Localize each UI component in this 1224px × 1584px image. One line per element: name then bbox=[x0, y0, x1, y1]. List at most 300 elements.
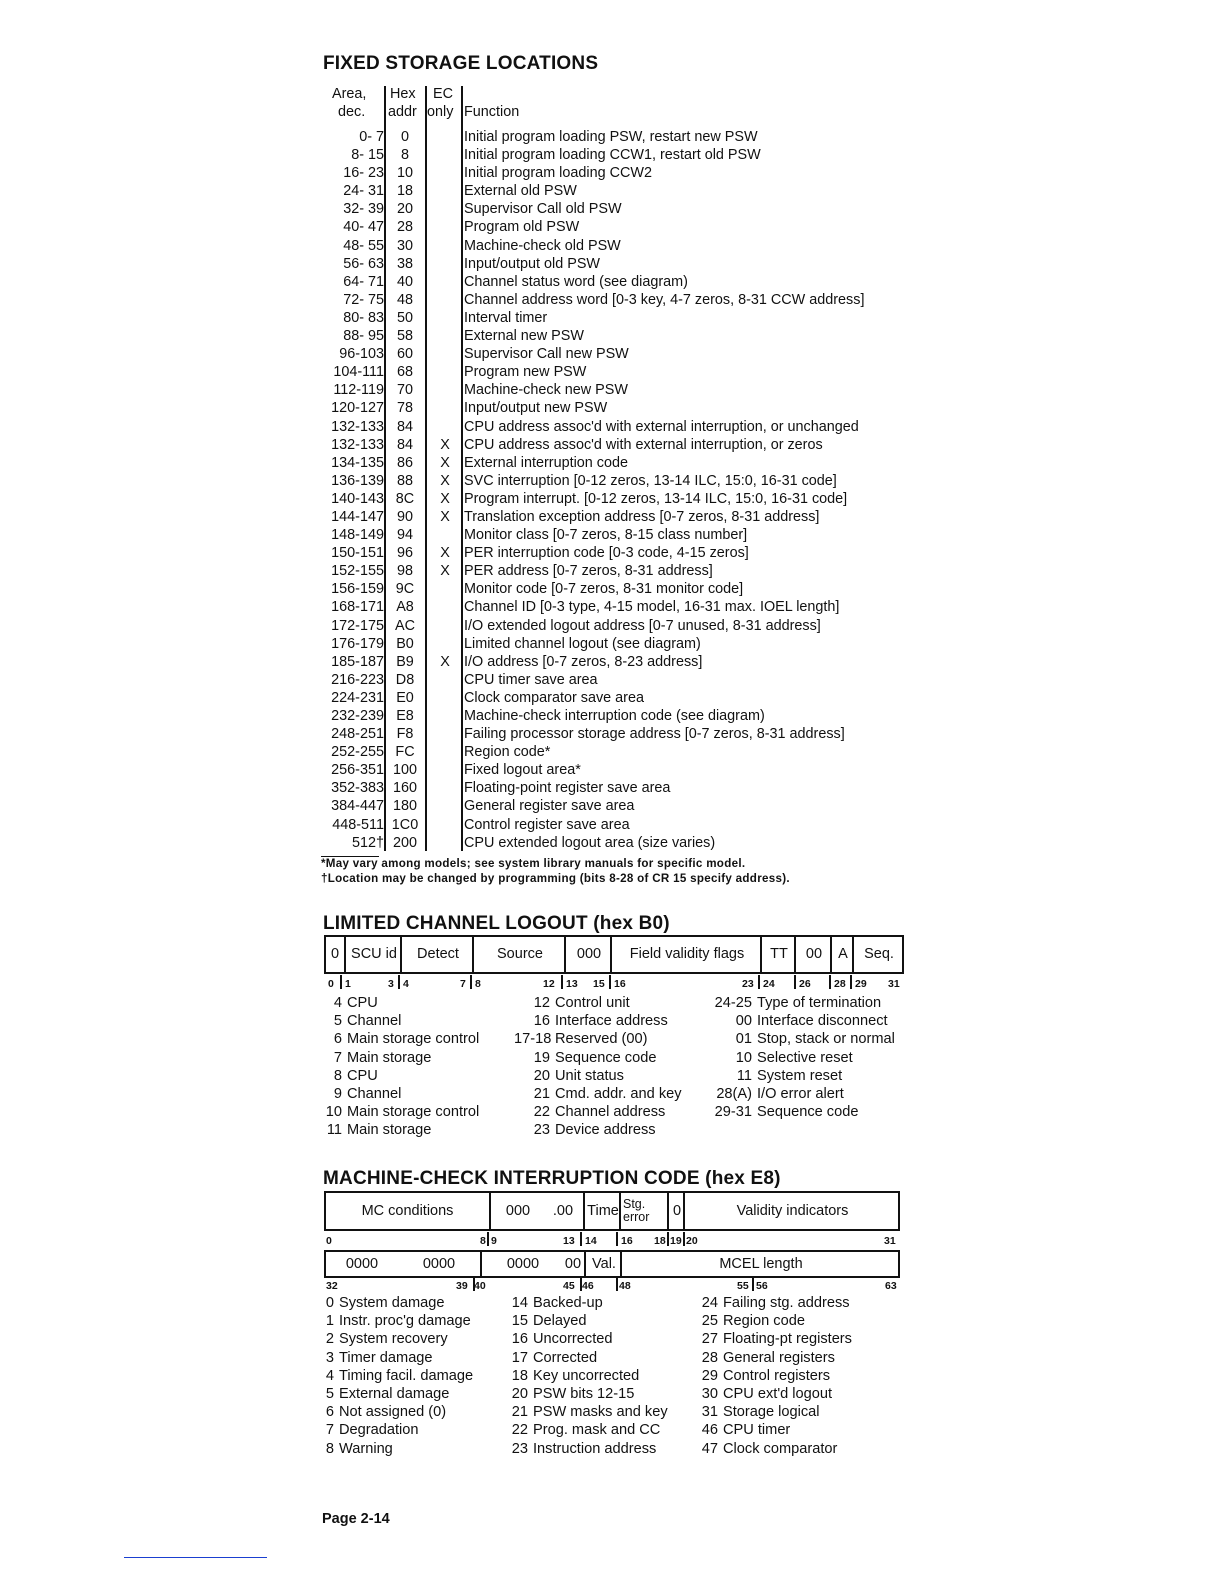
legend-number: 28(A) bbox=[716, 1085, 752, 1102]
storage-area: 136-139 bbox=[331, 472, 384, 489]
fixed-storage-title: FIXED STORAGE LOCATIONS bbox=[323, 53, 599, 74]
storage-row bbox=[318, 309, 918, 327]
column-divider bbox=[384, 86, 386, 851]
bit-tick bbox=[580, 1232, 582, 1246]
legend-entry bbox=[708, 1049, 895, 1067]
storage-hex: 10 bbox=[396, 165, 413, 182]
bit-number: 56 bbox=[756, 1280, 768, 1292]
mc-field: .00 bbox=[552, 1202, 574, 1219]
storage-hex: 0 bbox=[400, 129, 409, 145]
storage-function: General register save area bbox=[464, 798, 635, 815]
mc-format-box-1 bbox=[324, 1191, 900, 1231]
storage-area: 0- 7 bbox=[359, 129, 384, 145]
bit-tick bbox=[561, 975, 563, 989]
bit-number: 26 bbox=[799, 978, 811, 990]
legend-entry bbox=[324, 1367, 473, 1385]
legend-entry bbox=[324, 1349, 473, 1367]
legend-text: Unit status bbox=[555, 1067, 624, 1084]
legend-number: 23 bbox=[511, 1440, 528, 1457]
legend-number: 00 bbox=[735, 1013, 752, 1030]
mc-legend-col1 bbox=[324, 1294, 473, 1458]
hex-header-2: addr bbox=[388, 104, 417, 120]
storage-function: Machine-check interruption code (see diagram) bbox=[464, 708, 765, 724]
mc-legend-col2 bbox=[508, 1294, 668, 1458]
storage-row bbox=[318, 743, 918, 761]
bit-number: 7 bbox=[460, 978, 466, 990]
legend-text: Control registers bbox=[723, 1367, 831, 1384]
legend-number: 10 bbox=[735, 1049, 752, 1066]
legend-entry bbox=[324, 1385, 473, 1403]
storage-hex: 38 bbox=[396, 255, 413, 272]
bit-tick bbox=[758, 975, 760, 989]
legend-text: Channel bbox=[347, 1085, 402, 1102]
storage-area: 80- 83 bbox=[343, 309, 384, 326]
legend-entry bbox=[324, 1103, 479, 1121]
storage-function: Initial program loading CCW1, restart old PSW bbox=[464, 147, 761, 164]
legend-entry bbox=[708, 1012, 895, 1030]
legend-entry bbox=[700, 1367, 852, 1385]
lcl-field: TT bbox=[760, 937, 796, 972]
storage-function: Program interrupt. [0-12 zeros, 13-14 ILC, 15:0, 16-31 code] bbox=[464, 490, 848, 507]
bit-tick bbox=[609, 975, 611, 989]
legend-entry bbox=[324, 1067, 479, 1085]
lcl-legend-col1 bbox=[324, 994, 479, 1140]
storage-area: 104-111 bbox=[333, 364, 384, 381]
legend-text: Interface address bbox=[555, 1013, 668, 1030]
storage-hex: E0 bbox=[396, 689, 414, 706]
footnote-rule bbox=[321, 856, 379, 857]
legend-number: 15 bbox=[511, 1313, 528, 1330]
legend-entry bbox=[508, 1403, 668, 1421]
legend-number: 7 bbox=[333, 1049, 342, 1066]
legend-number: 23 bbox=[533, 1122, 550, 1139]
storage-function: CPU extended logout area (size varies) bbox=[464, 834, 716, 851]
storage-row bbox=[318, 544, 918, 562]
legend-text: Backed-up bbox=[533, 1295, 603, 1311]
storage-function: Interval timer bbox=[464, 309, 548, 326]
bit-number: 55 bbox=[737, 1280, 749, 1292]
legend-text: CPU ext'd logout bbox=[723, 1385, 833, 1402]
storage-hex: 50 bbox=[396, 309, 413, 326]
storage-row bbox=[318, 725, 918, 743]
bit-tick bbox=[487, 1232, 489, 1246]
storage-row bbox=[318, 454, 918, 472]
legend-text: Region code bbox=[723, 1313, 805, 1330]
bit-number: 12 bbox=[543, 978, 555, 990]
lcl-field: Field validity flags bbox=[610, 937, 762, 972]
storage-function: External interruption code bbox=[464, 454, 628, 471]
fixed-storage-header bbox=[318, 86, 918, 128]
machine-check-title: MACHINE-CHECK INTERRUPTION CODE (hex E8) bbox=[323, 1168, 781, 1189]
legend-entry bbox=[708, 1067, 895, 1085]
legend-text: Channel address bbox=[555, 1104, 666, 1121]
legend-entry bbox=[514, 1049, 682, 1067]
bit-tick bbox=[470, 975, 472, 989]
legend-entry bbox=[700, 1294, 852, 1312]
legend-entry bbox=[324, 1049, 479, 1067]
storage-row bbox=[318, 128, 918, 146]
legend-number: 21 bbox=[533, 1085, 550, 1102]
storage-hex: FC bbox=[395, 744, 415, 761]
storage-function: Program old PSW bbox=[464, 219, 580, 236]
storage-area: 140-143 bbox=[331, 490, 384, 507]
legend-number: 24 bbox=[701, 1295, 718, 1311]
storage-row bbox=[318, 779, 918, 797]
lcl-format-box bbox=[324, 935, 904, 974]
legend-number: 5 bbox=[325, 1385, 334, 1402]
lcl-field: 00 bbox=[794, 937, 832, 972]
lcl-field: 0 bbox=[330, 946, 340, 963]
storage-area: 176-179 bbox=[331, 635, 384, 652]
mc-field: 0000 bbox=[422, 1255, 456, 1272]
storage-hex: 100 bbox=[392, 762, 417, 779]
storage-function: Program new PSW bbox=[464, 364, 587, 381]
hex-header-1: Hex bbox=[390, 86, 416, 102]
bit-number: 40 bbox=[474, 1280, 486, 1292]
legend-entry bbox=[324, 1294, 473, 1312]
storage-row bbox=[318, 707, 918, 725]
legend-entry bbox=[514, 1103, 682, 1121]
storage-function: Input/output old PSW bbox=[464, 255, 600, 272]
legend-text: Timing facil. damage bbox=[339, 1367, 474, 1384]
legend-entry bbox=[700, 1330, 852, 1348]
storage-area: 56- 63 bbox=[343, 255, 384, 272]
bit-number: 16 bbox=[614, 978, 626, 990]
footnote-models: *May vary among models; see system library manuals for specific model. bbox=[321, 857, 746, 870]
legend-text: Key uncorrected bbox=[533, 1367, 640, 1384]
legend-number: 19 bbox=[533, 1049, 550, 1066]
storage-function: Floating-point register save area bbox=[464, 780, 671, 797]
legend-entry bbox=[324, 1085, 479, 1103]
legend-entry bbox=[708, 1103, 895, 1121]
storage-row bbox=[318, 200, 918, 218]
storage-function: PER address [0-7 zeros, 8-31 address] bbox=[464, 563, 713, 580]
mc-field: 000 bbox=[489, 1193, 545, 1229]
legend-number: 21 bbox=[511, 1404, 528, 1421]
storage-hex: 84 bbox=[396, 436, 413, 453]
storage-row bbox=[318, 255, 918, 273]
storage-area: 252-255 bbox=[331, 744, 384, 761]
legend-text: Warning bbox=[339, 1440, 393, 1457]
storage-row bbox=[318, 671, 918, 689]
storage-area: 224-231 bbox=[331, 689, 384, 706]
bit-number: 8 bbox=[475, 978, 481, 990]
storage-area: 48- 55 bbox=[343, 237, 384, 254]
legend-number: 10 bbox=[325, 1104, 342, 1121]
storage-function: Channel address word [0-3 key, 4-7 zeros, 8-31 CCW address] bbox=[464, 291, 865, 308]
legend-entry bbox=[708, 1030, 895, 1048]
area-header-1: Area, bbox=[332, 86, 367, 102]
bit-tick bbox=[752, 1277, 754, 1291]
legend-number: 2 bbox=[325, 1331, 334, 1348]
storage-row bbox=[318, 237, 918, 255]
lcl-legend-col3 bbox=[708, 994, 895, 1121]
column-divider bbox=[461, 86, 463, 851]
mc-field: Validity indicators bbox=[683, 1193, 900, 1229]
legend-entry bbox=[514, 994, 682, 1012]
legend-entry bbox=[324, 1012, 479, 1030]
mc-field-stg: Stg. bbox=[623, 1196, 646, 1211]
storage-function: CPU address assoc'd with external interruption, or zeros bbox=[464, 436, 823, 453]
legend-entry bbox=[324, 1312, 473, 1330]
storage-row bbox=[318, 472, 918, 490]
storage-hex: 8C bbox=[395, 490, 415, 507]
legend-number: 16 bbox=[511, 1331, 528, 1348]
mc-field: MC conditions bbox=[361, 1202, 454, 1219]
legend-number: 30 bbox=[701, 1385, 718, 1402]
legend-text: Instr. proc'g damage bbox=[339, 1313, 471, 1330]
bit-number: 13 bbox=[566, 978, 578, 990]
storage-row bbox=[318, 291, 918, 309]
mc-field: MCEL length bbox=[620, 1252, 900, 1276]
bit-number: 23 bbox=[742, 978, 754, 990]
legend-number: 29 bbox=[701, 1367, 718, 1384]
bit-number: 1 bbox=[345, 978, 351, 990]
column-divider bbox=[425, 86, 427, 851]
mc-field-error: error bbox=[623, 1210, 650, 1224]
storage-function: I/O extended logout address [0-7 unused, 8-31 address] bbox=[464, 617, 821, 634]
legend-number: 24-25 bbox=[714, 995, 752, 1011]
bit-tick bbox=[616, 1232, 618, 1246]
storage-ec-only: X bbox=[440, 490, 450, 507]
limited-channel-logout-title: LIMITED CHANNEL LOGOUT (hex B0) bbox=[323, 913, 670, 934]
legend-number: 8 bbox=[325, 1440, 334, 1457]
storage-row bbox=[318, 345, 918, 363]
storage-hex: 84 bbox=[396, 418, 413, 435]
storage-row bbox=[318, 816, 918, 834]
legend-entry bbox=[514, 1030, 682, 1048]
legend-text: Not assigned (0) bbox=[339, 1404, 447, 1421]
lcl-field: 000 bbox=[564, 937, 612, 972]
legend-text: Selective reset bbox=[757, 1049, 853, 1066]
storage-area: 132-133 bbox=[331, 418, 384, 435]
legend-number: 17-18 bbox=[514, 1031, 552, 1048]
storage-area: 150-151 bbox=[331, 545, 384, 562]
storage-function: Supervisor Call new PSW bbox=[464, 346, 629, 363]
storage-ec-only: X bbox=[440, 653, 450, 670]
legend-text: Channel bbox=[347, 1013, 402, 1030]
legend-number: 3 bbox=[325, 1349, 334, 1366]
storage-function: Control register save area bbox=[464, 816, 630, 833]
storage-area: 72- 75 bbox=[343, 291, 384, 308]
storage-area: 512† bbox=[351, 834, 384, 851]
bit-number: 4 bbox=[403, 978, 409, 990]
legend-number: 47 bbox=[701, 1440, 718, 1457]
storage-hex: B9 bbox=[396, 653, 414, 670]
storage-area: 248-251 bbox=[331, 726, 384, 743]
lcl-field: Seq. bbox=[852, 937, 904, 972]
storage-area: 8- 15 bbox=[351, 147, 384, 164]
legend-number: 4 bbox=[333, 995, 342, 1011]
storage-row bbox=[318, 689, 918, 707]
storage-hex: B0 bbox=[396, 635, 414, 652]
legend-number: 0 bbox=[325, 1295, 334, 1311]
legend-number: 4 bbox=[325, 1367, 334, 1384]
storage-function: Clock comparator save area bbox=[464, 689, 644, 706]
legend-number: 8 bbox=[333, 1067, 342, 1084]
storage-function: Initial program loading PSW, restart new PSW bbox=[464, 129, 758, 145]
storage-row bbox=[318, 327, 918, 345]
mc-field: Val. bbox=[584, 1252, 622, 1276]
storage-row bbox=[318, 381, 918, 399]
bit-number: 32 bbox=[326, 1280, 338, 1292]
legend-number: 46 bbox=[701, 1422, 718, 1439]
storage-function: SVC interruption [0-12 zeros, 13-14 ILC, 15:0, 16-31 code] bbox=[464, 472, 837, 489]
storage-row bbox=[318, 598, 918, 616]
storage-hex: 88 bbox=[396, 472, 413, 489]
storage-row bbox=[318, 508, 918, 526]
storage-function: Monitor code [0-7 zeros, 8-31 monitor code] bbox=[464, 581, 744, 598]
storage-hex: 94 bbox=[396, 527, 413, 544]
storage-hex: 9C bbox=[395, 581, 415, 598]
lcl-field: A bbox=[830, 937, 854, 972]
storage-hex: 28 bbox=[396, 219, 413, 236]
legend-text: External damage bbox=[339, 1385, 450, 1402]
storage-ec-only: X bbox=[440, 454, 450, 471]
legend-text: Device address bbox=[555, 1122, 656, 1139]
mc-field: 0 bbox=[667, 1193, 685, 1229]
legend-number: 9 bbox=[333, 1085, 342, 1102]
legend-text: Type of termination bbox=[757, 995, 882, 1011]
bit-number: 14 bbox=[585, 1235, 597, 1247]
legend-entry bbox=[700, 1349, 852, 1367]
legend-entry bbox=[514, 1067, 682, 1085]
legend-number: 29-31 bbox=[714, 1104, 752, 1121]
storage-hex: A8 bbox=[396, 599, 414, 616]
storage-ec-only: X bbox=[440, 545, 450, 562]
legend-text: Interface disconnect bbox=[757, 1013, 888, 1030]
lcl-legend-col2 bbox=[514, 994, 682, 1140]
legend-text: Control unit bbox=[555, 995, 630, 1011]
storage-function: CPU address assoc'd with external interruption, or unchanged bbox=[464, 418, 859, 435]
storage-function: Limited channel logout (see diagram) bbox=[464, 635, 701, 652]
bit-tick bbox=[616, 1277, 618, 1291]
legend-number: 17 bbox=[511, 1349, 528, 1366]
legend-entry bbox=[700, 1421, 852, 1439]
storage-row bbox=[318, 526, 918, 544]
legend-number: 11 bbox=[736, 1067, 752, 1084]
storage-function: Fixed logout area* bbox=[464, 762, 581, 779]
lcl-field: Source bbox=[472, 937, 566, 972]
legend-text: Cmd. addr. and key bbox=[555, 1085, 682, 1102]
legend-number: 6 bbox=[333, 1031, 342, 1048]
storage-row bbox=[318, 834, 918, 852]
bit-number: 45 bbox=[563, 1280, 575, 1292]
lcl-field: SCU id bbox=[344, 937, 402, 972]
storage-hex: 60 bbox=[396, 346, 413, 363]
legend-text: Sequence code bbox=[555, 1049, 657, 1066]
storage-function: Region code* bbox=[464, 744, 551, 761]
storage-area: 144-147 bbox=[331, 508, 384, 525]
legend-text: Reserved (00) bbox=[555, 1031, 648, 1048]
legend-entry bbox=[324, 1330, 473, 1348]
legend-text: General registers bbox=[723, 1349, 835, 1366]
storage-area: 172-175 bbox=[331, 617, 384, 634]
storage-area: 156-159 bbox=[331, 581, 384, 598]
storage-hex: 90 bbox=[396, 508, 413, 525]
footnote-location: †Location may be changed by programming (bits 8-28 of CR 15 specify address). bbox=[321, 872, 790, 885]
legend-entry bbox=[700, 1403, 852, 1421]
storage-area: 256-351 bbox=[331, 762, 384, 779]
bit-number: 13 bbox=[563, 1235, 575, 1247]
legend-text: CPU bbox=[347, 995, 378, 1011]
storage-function: Channel ID [0-3 type, 4-15 model, 16-31 max. IOEL length] bbox=[464, 599, 840, 616]
legend-number: 14 bbox=[511, 1295, 528, 1311]
legend-text: System damage bbox=[339, 1295, 445, 1311]
storage-row bbox=[318, 490, 918, 508]
bit-number: 24 bbox=[763, 978, 775, 990]
storage-area: 32- 39 bbox=[343, 201, 384, 218]
storage-area: 168-171 bbox=[331, 599, 384, 616]
storage-ec-only: X bbox=[440, 508, 450, 525]
storage-hex: 78 bbox=[396, 400, 413, 417]
page-number: Page 2-14 bbox=[322, 1511, 390, 1527]
legend-text: Uncorrected bbox=[533, 1331, 613, 1348]
legend-entry bbox=[700, 1385, 852, 1403]
bit-number: 20 bbox=[686, 1235, 698, 1247]
bit-number: 31 bbox=[884, 1235, 896, 1247]
legend-entry bbox=[708, 1085, 895, 1103]
storage-row bbox=[318, 761, 918, 779]
legend-number: 22 bbox=[533, 1104, 550, 1121]
legend-entry bbox=[324, 1440, 473, 1458]
storage-area: 216-223 bbox=[331, 671, 384, 688]
bit-number: 63 bbox=[885, 1280, 897, 1292]
legend-entry bbox=[700, 1312, 852, 1330]
storage-hex: 98 bbox=[396, 563, 413, 580]
legend-entry bbox=[514, 1121, 682, 1139]
ec-header-1: EC bbox=[433, 86, 453, 102]
storage-row bbox=[318, 653, 918, 671]
storage-function: PER interruption code [0-3 code, 4-15 zeros] bbox=[464, 545, 749, 562]
storage-area: 232-239 bbox=[331, 708, 384, 724]
bit-number: 9 bbox=[491, 1235, 497, 1247]
legend-text: PSW masks and key bbox=[533, 1404, 668, 1421]
bit-number: 39 bbox=[456, 1280, 468, 1292]
storage-function: Input/output new PSW bbox=[464, 400, 608, 417]
storage-area: 88- 95 bbox=[343, 328, 384, 345]
storage-hex: 58 bbox=[396, 328, 413, 345]
storage-row bbox=[318, 182, 918, 200]
legend-text: System recovery bbox=[339, 1331, 448, 1348]
legend-text: Main storage control bbox=[347, 1104, 480, 1121]
legend-entry bbox=[700, 1440, 852, 1458]
storage-hex: F8 bbox=[396, 726, 414, 743]
legend-number: 1 bbox=[325, 1313, 334, 1330]
storage-row bbox=[318, 617, 918, 635]
legend-entry bbox=[508, 1385, 668, 1403]
fixed-storage-rows bbox=[318, 128, 918, 852]
storage-area: 96-103 bbox=[339, 346, 384, 363]
storage-row bbox=[318, 418, 918, 436]
storage-area: 112-119 bbox=[333, 382, 384, 399]
bit-number: 0 bbox=[328, 978, 334, 990]
bit-number: 15 bbox=[593, 978, 605, 990]
storage-hex: 30 bbox=[396, 237, 413, 254]
storage-hex: E8 bbox=[396, 708, 414, 724]
bit-tick bbox=[667, 1232, 669, 1246]
legend-number: 11 bbox=[326, 1122, 342, 1139]
storage-ec-only: X bbox=[440, 436, 450, 453]
mc-field-stg-error bbox=[619, 1193, 671, 1229]
legend-entry bbox=[508, 1294, 668, 1312]
mc-field: 00 bbox=[564, 1255, 582, 1272]
storage-function: Monitor class [0-7 zeros, 8-15 class number] bbox=[464, 527, 748, 544]
storage-area: 24- 31 bbox=[343, 183, 384, 200]
storage-function: External new PSW bbox=[464, 328, 584, 345]
legend-entry bbox=[324, 1121, 479, 1139]
mc-field: 0000 bbox=[480, 1252, 564, 1276]
